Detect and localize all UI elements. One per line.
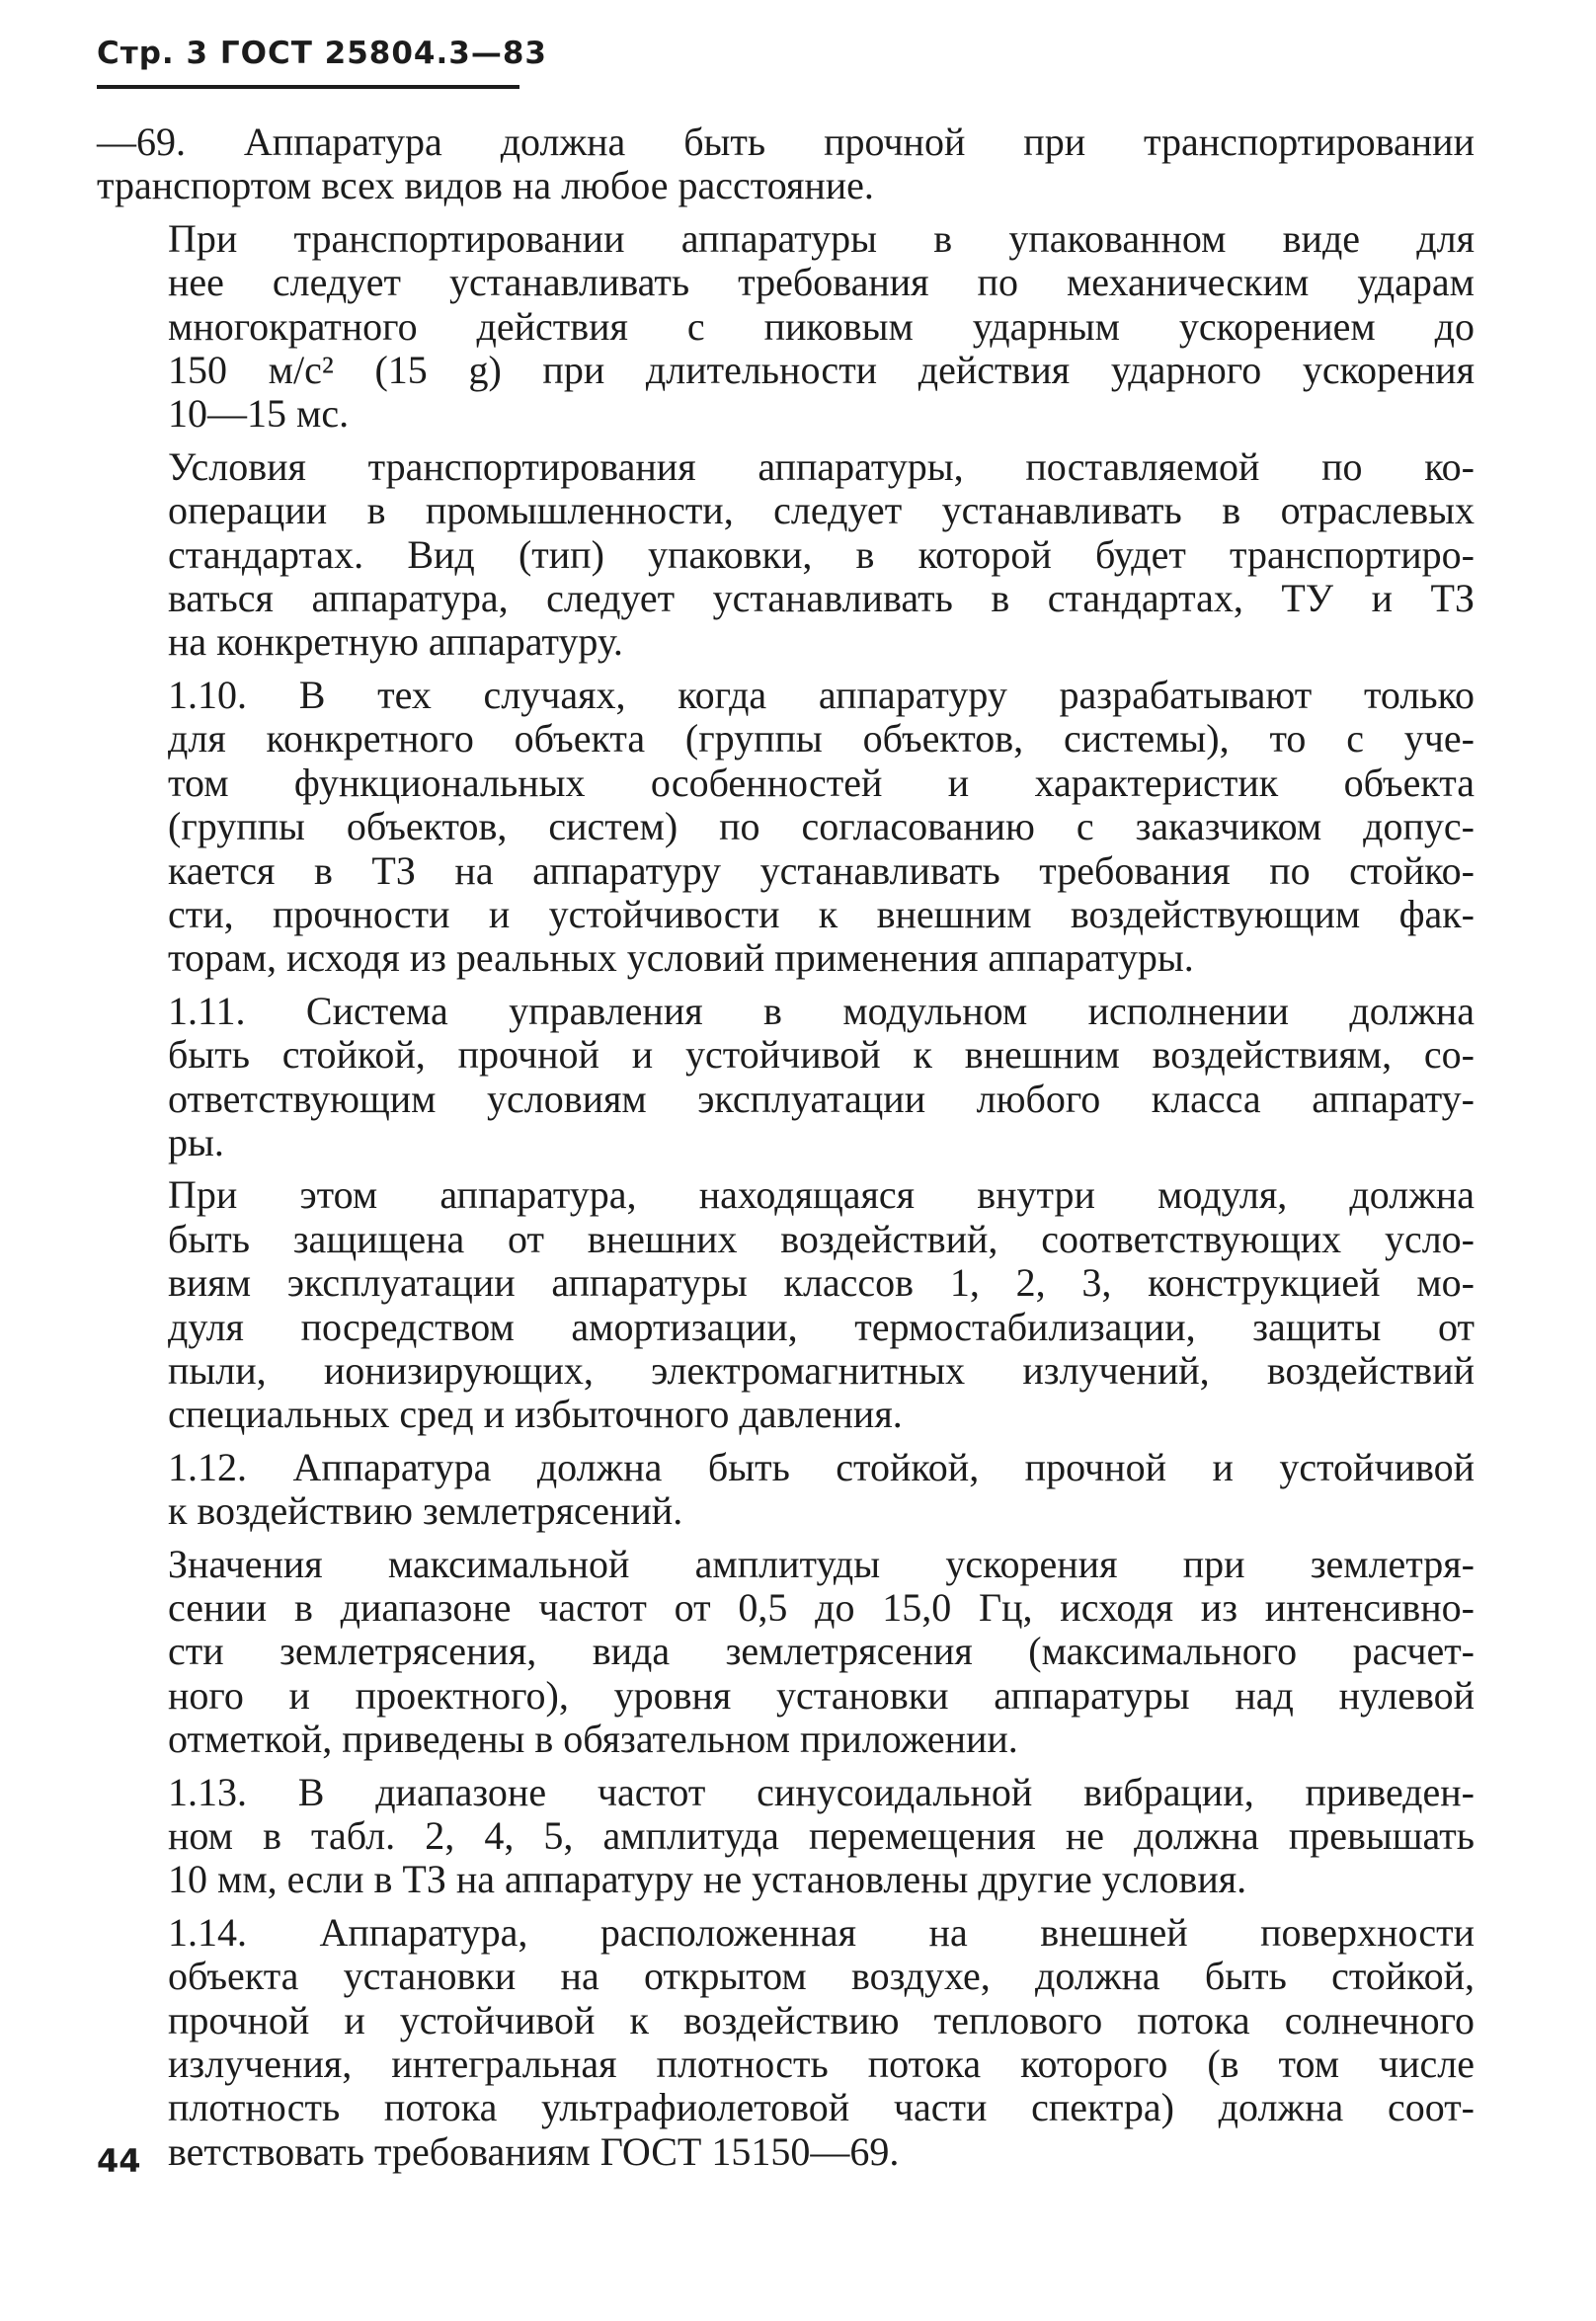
text-line: сти, прочности и устойчивости к внешним воздействующим фак- [168,891,1475,936]
page-number: 44 [97,2142,141,2180]
text-line: специальных сред и избыточного давления. [168,1392,903,1437]
text-line: быть стойкой, прочной и устойчивой к внешним воздействиям, со- [168,1032,1475,1078]
text-line: нее следует устанавливать требования по механическим ударам [168,260,1475,305]
clause-1-13 [97,1771,1475,1902]
clause-1-10 [97,674,1475,981]
text-line: объекта установки на открытом воздухе, должна быть стойкой, [168,1954,1475,1999]
paragraph-packaged-transport [97,217,1475,437]
text-line: том функциональных особенностей и характеристик объекта [168,760,1475,805]
text-line: ваться аппаратура, следует устанавливать в стандартах, ТУ и ТЗ [168,576,1475,621]
text-line: —69. Аппаратура должна быть прочной при транспортировании [97,120,1475,164]
text-line: прочной и устойчивой к воздействию теплового потока солнечного [168,1997,1475,2042]
text-line: 10 мм, если в ТЗ на аппаратуру не установлены другие условия. [168,1857,1247,1902]
text-line: Условия транспортирования аппаратуры, поставляемой по ко- [168,443,1475,489]
text-line: ответствующим условиям эксплуатации любого класса аппарату- [168,1076,1475,1121]
text-line: виям эксплуатации аппаратуры классов 1, 2, 3, конструкцией мо- [168,1260,1475,1306]
text-line: (группы объектов, систем) по согласованию с заказчиком допус- [168,804,1475,849]
text-line: пыли, ионизирующих, электромагнитных излучений, воздействий [168,1347,1475,1393]
clause-1-14 [97,1911,1475,2174]
text-line: транспортом всех видов на любое расстояние. [97,163,874,208]
text-line: стандартах. Вид (тип) упаковки, в которой будет транспортиро- [168,531,1475,577]
text-line: быть защищена от внешних воздействий, соответствующих усло- [168,1216,1475,1261]
paragraph-earthquake-values [97,1543,1475,1762]
document-body [97,120,1475,2183]
text-line: к воздействию землетрясений. [168,1488,683,1534]
text-line: При транспортировании аппаратуры в упакованном виде для [168,215,1475,261]
text-line: для конкретного объекта (группы объектов, системы), то с уче- [168,716,1475,761]
text-line: 1.11. Система управления в модульном исполнении должна [168,988,1475,1033]
text-line: Значения максимальной амплитуды ускорения при землетря- [168,1541,1475,1586]
text-line: ном в табл. 2, 4, 5, амплитуда перемещения не должна превышать [168,1813,1475,1859]
text-line: плотность потока ультрафиолетовой части спектра) должна соот- [168,2085,1475,2130]
page-header: Стр. 3 ГОСТ 25804.3—83 [97,36,547,71]
text-line: 1.10. В тех случаях, когда аппаратуру разрабатывают только [168,672,1475,717]
text-line: 150 м/с² (15 g) при длительности действия ударного ускорения [168,348,1475,393]
paragraph-transport-conditions [97,445,1475,665]
text-line: ного и проектного), уровня установки аппаратуры над нулевой [168,1672,1475,1718]
text-line: кается в ТЗ на аппаратуру устанавливать требования по стойко- [168,847,1475,893]
text-line: 1.12. Аппаратура должна быть стойкой, прочной и устойчивой [168,1444,1475,1489]
text-line: сении в диапазоне частот от 0,5 до 15,0 Гц, исходя из интенсивно- [168,1585,1475,1630]
text-line: на конкретную аппаратуру. [168,619,623,665]
text-line: операции в промышленности, следует устанавливать в отраслевых [168,488,1475,533]
text-line: дуля посредством амортизации, термостабилизации, защиты от [168,1304,1475,1349]
text-line: 10—15 мс. [168,391,350,437]
text-line: многократного действия с пиковым ударным ускорением до [168,303,1475,349]
text-line: сти землетрясения, вида землетрясения (максимального расчет- [168,1629,1475,1674]
text-line: 1.14. Аппаратура, расположенная на внешней поверхности [168,1909,1475,1955]
text-line: 1.13. В диапазоне частот синусоидальной вибрации, приведен- [168,1769,1475,1814]
paragraph-module-protection [97,1173,1475,1436]
text-line: излучения, интегральная плотность потока которого (в том числе [168,2041,1475,2087]
clause-1-12 [97,1446,1475,1534]
text-line: ры. [168,1119,224,1164]
paragraph-transport-strength [97,120,1475,208]
text-line: торам, исходя из реальных условий применения аппаратуры. [168,935,1194,981]
text-line: отметкой, приведены в обязательном приложении. [168,1717,1018,1762]
clause-1-11 [97,990,1475,1165]
text-line: ветствовать требованиям ГОСТ 15150—69. [168,2128,900,2174]
header-rule [97,85,519,89]
text-line: При этом аппаратура, находящаяся внутри модуля, должна [168,1172,1475,1218]
